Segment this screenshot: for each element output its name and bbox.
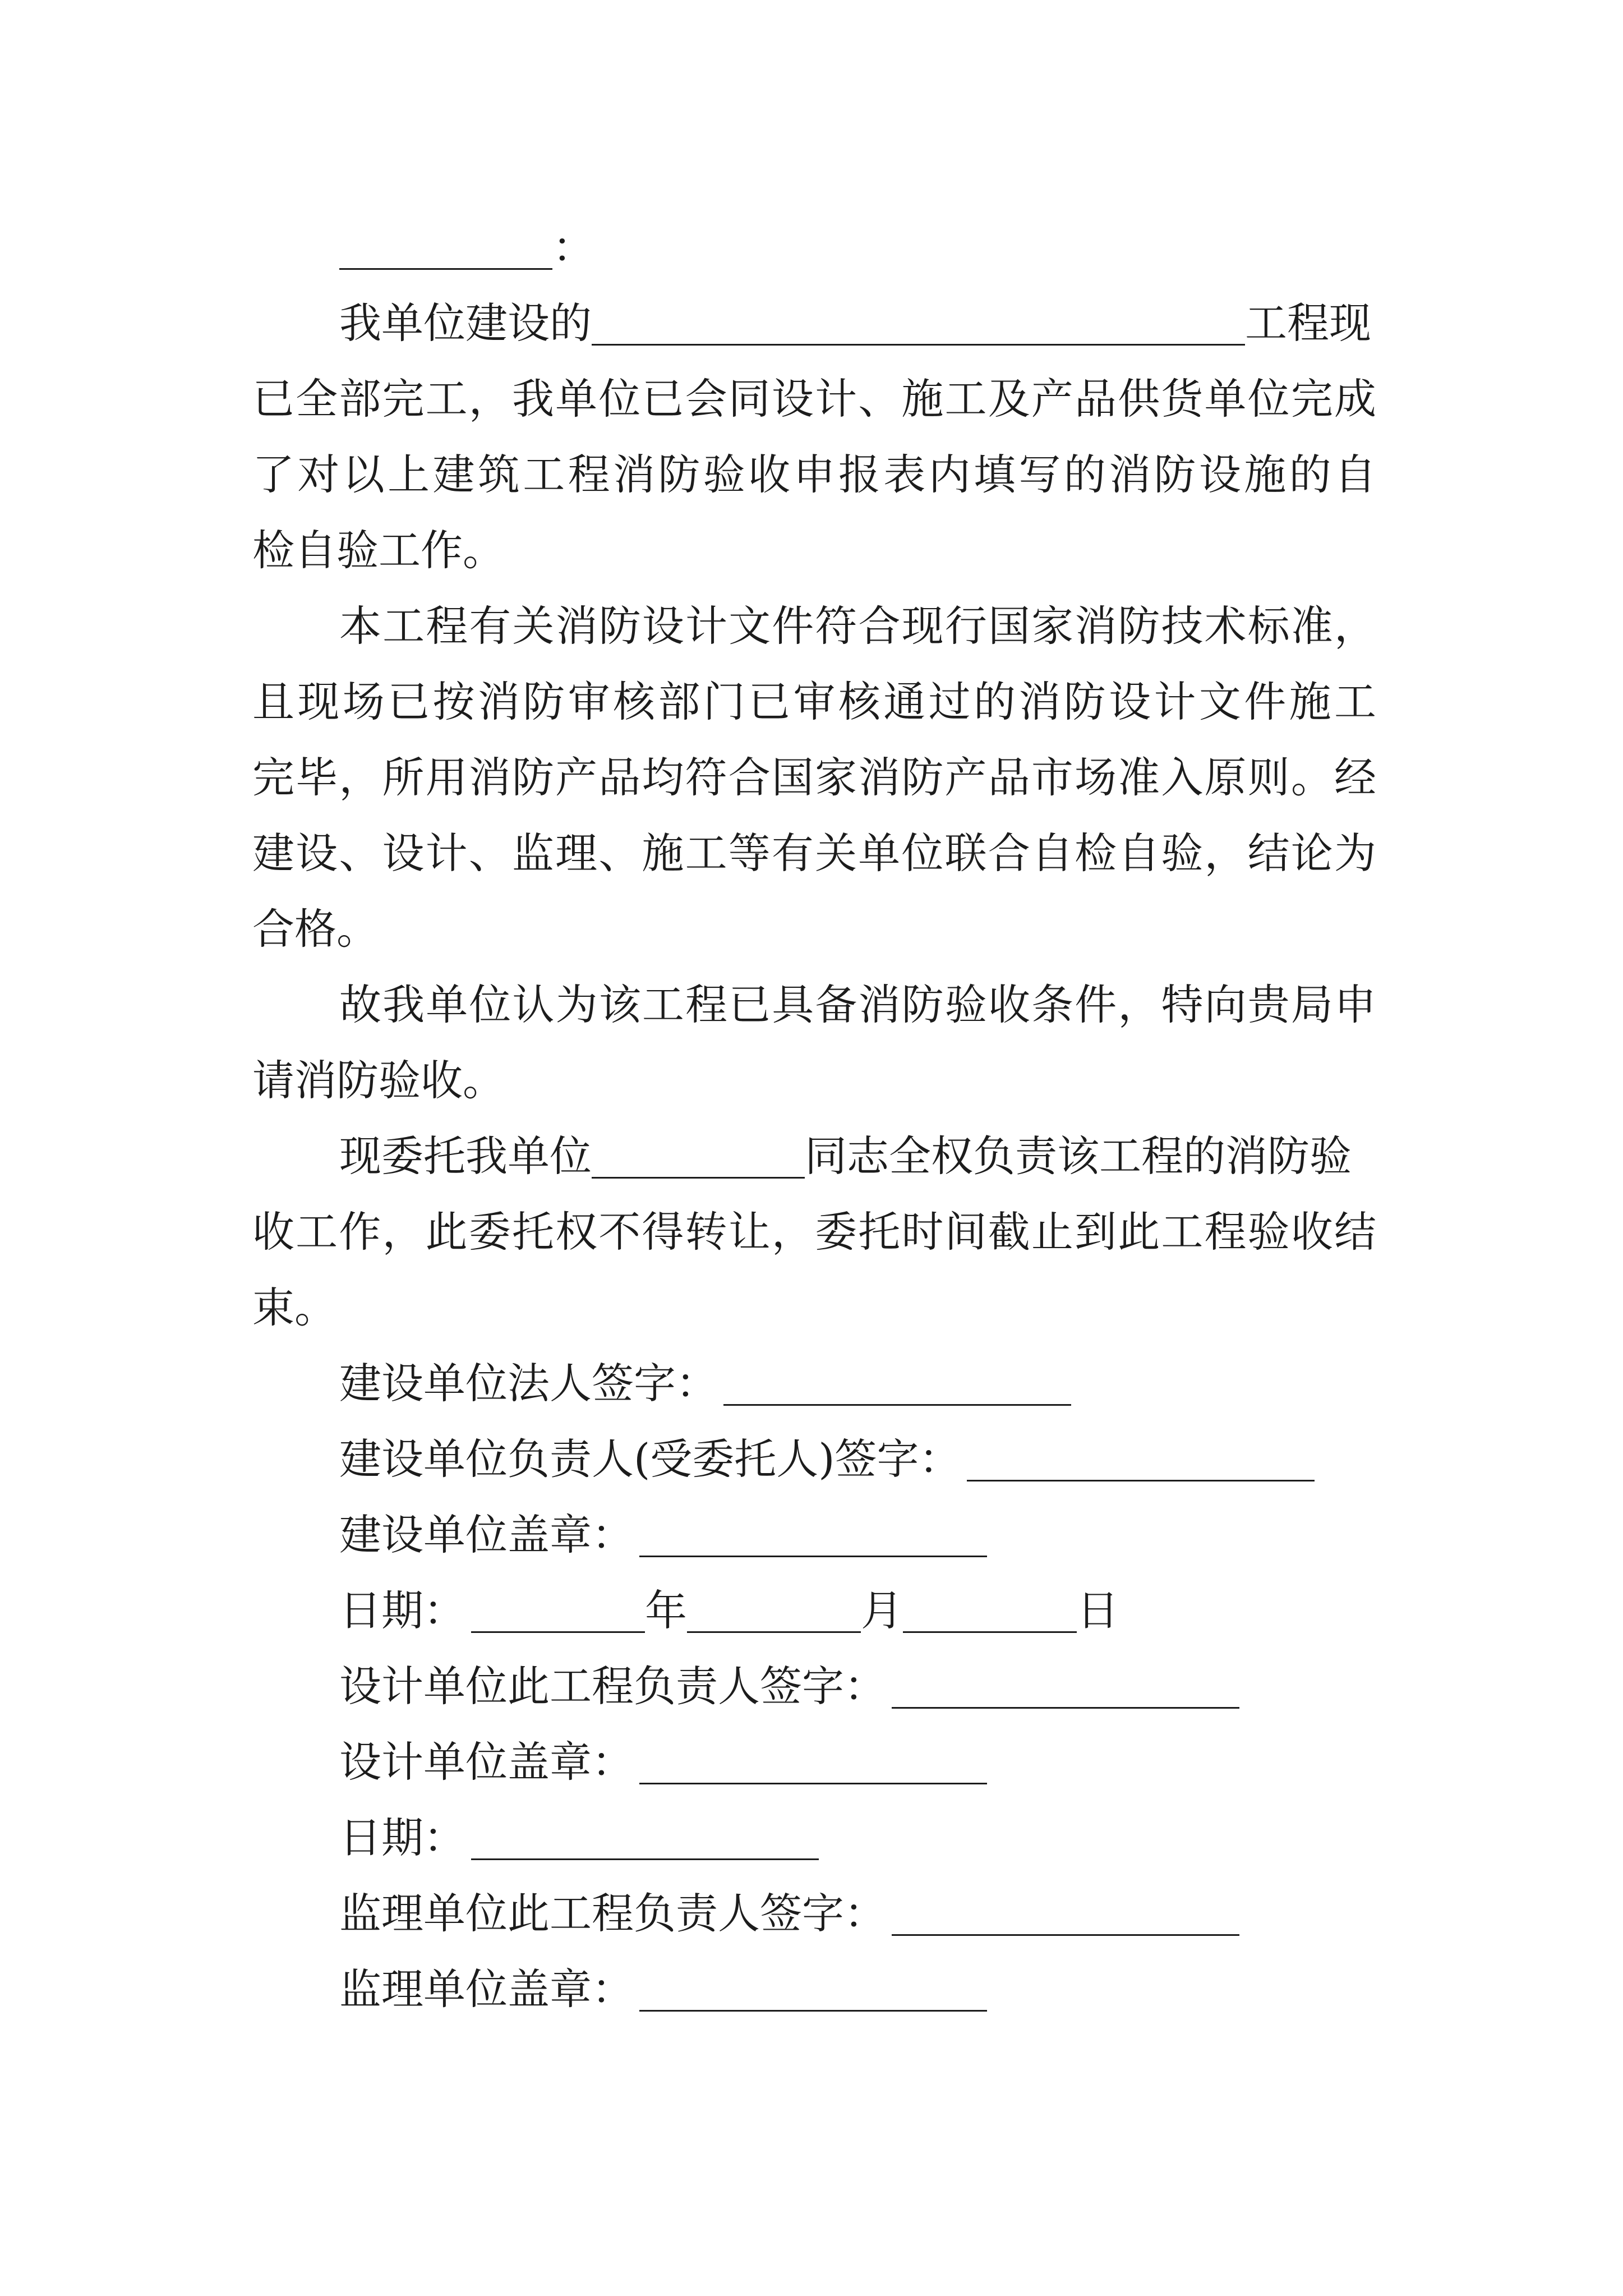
paragraph2-line4: 建设、设计、监理、施工等有关单位联合自检自验，结论为 [252,829,1376,878]
sig-construction-seal-label: 建设单位盖章： [339,1510,634,1559]
paragraph1-line3: 了对以上建筑工程消防验收申报表内填写的消防设施的自 [252,450,1376,499]
paragraph1-suffix: 工程现 [1245,298,1372,348]
year-label: 年 [645,1586,688,1635]
sig-design-responsible [339,1660,1239,1712]
sig-construction-legal-rep-label: 建设单位法人签字： [339,1359,718,1408]
day-blank[interactable] [903,1631,1077,1633]
paragraph4-line1 [339,1130,1376,1182]
design-seal-blank[interactable] [639,1782,987,1784]
supervision-responsible-blank[interactable] [892,1934,1239,1936]
paragraph4-line2: 收工作，此委托权不得转让，委托时间截止到此工程验收结 [252,1207,1376,1257]
project-name-blank[interactable] [592,343,1245,346]
date-label-1: 日期： [339,1586,466,1635]
paragraph1-line4: 检自验工作。 [252,526,505,575]
construction-legal-rep-blank[interactable] [723,1404,1071,1406]
year-blank[interactable] [471,1631,645,1633]
sig-design-seal [339,1736,987,1788]
sig-construction-legal-rep [339,1358,1071,1409]
recipient-blank[interactable] [339,268,552,270]
sig-construction-seal [339,1509,987,1561]
paragraph2-line1: 本工程有关消防设计文件符合现行国家消防技术标准， [339,601,1376,651]
day-label: 日 [1077,1586,1119,1635]
sig-date-1 [339,1585,1119,1636]
supervision-seal-blank[interactable] [639,2009,987,2012]
salutation [339,222,594,273]
month-blank[interactable] [687,1631,861,1633]
paragraph1-line2: 已全部完工，我单位已会同设计、施工及产品供货单位完成 [252,374,1376,424]
date-label-2: 日期： [339,1813,466,1862]
sig-design-responsible-label: 设计单位此工程负责人签字： [339,1662,887,1711]
month-label: 月 [861,1586,903,1635]
paragraph3-line1: 故我单位认为该工程已具备消防验收条件，特向贵局申 [339,980,1376,1029]
paragraph1-prefix: 我单位建设的 [339,298,592,348]
date-2-blank[interactable] [471,1858,819,1860]
sig-design-seal-label: 设计单位盖章： [339,1737,634,1787]
paragraph4-prefix: 现委托我单位 [339,1131,592,1181]
paragraph4-line3: 束。 [252,1283,337,1332]
design-responsible-blank[interactable] [892,1706,1239,1709]
paragraph3-line2: 请消防验收。 [252,1056,505,1105]
sig-supervision-responsible [339,1888,1239,1939]
sig-date-2 [339,1812,819,1864]
sig-construction-responsible [339,1433,1315,1485]
sig-supervision-responsible-label: 监理单位此工程负责人签字： [339,1889,887,1938]
sig-supervision-seal-label: 监理单位盖章： [339,1964,634,2014]
sig-supervision-seal [339,1963,987,2015]
construction-seal-blank[interactable] [639,1555,987,1557]
paragraph4-suffix: 同志全权负责该工程的消防验 [805,1131,1352,1181]
construction-responsible-blank[interactable] [967,1479,1315,1481]
paragraph2-line2: 且现场已按消防审核部门已审核通过的消防设计文件施工 [252,677,1376,726]
sig-construction-responsible-label: 建设单位负责人(受委托人)签字： [339,1434,961,1484]
salutation-colon: ： [552,223,595,272]
paragraph2-line3: 完毕，所用消防产品均符合国家消防产品市场准入原则。经 [252,753,1376,802]
delegate-name-blank[interactable] [592,1176,805,1179]
paragraph2-line5: 合格。 [252,904,379,954]
paragraph1-line1 [339,297,1376,349]
